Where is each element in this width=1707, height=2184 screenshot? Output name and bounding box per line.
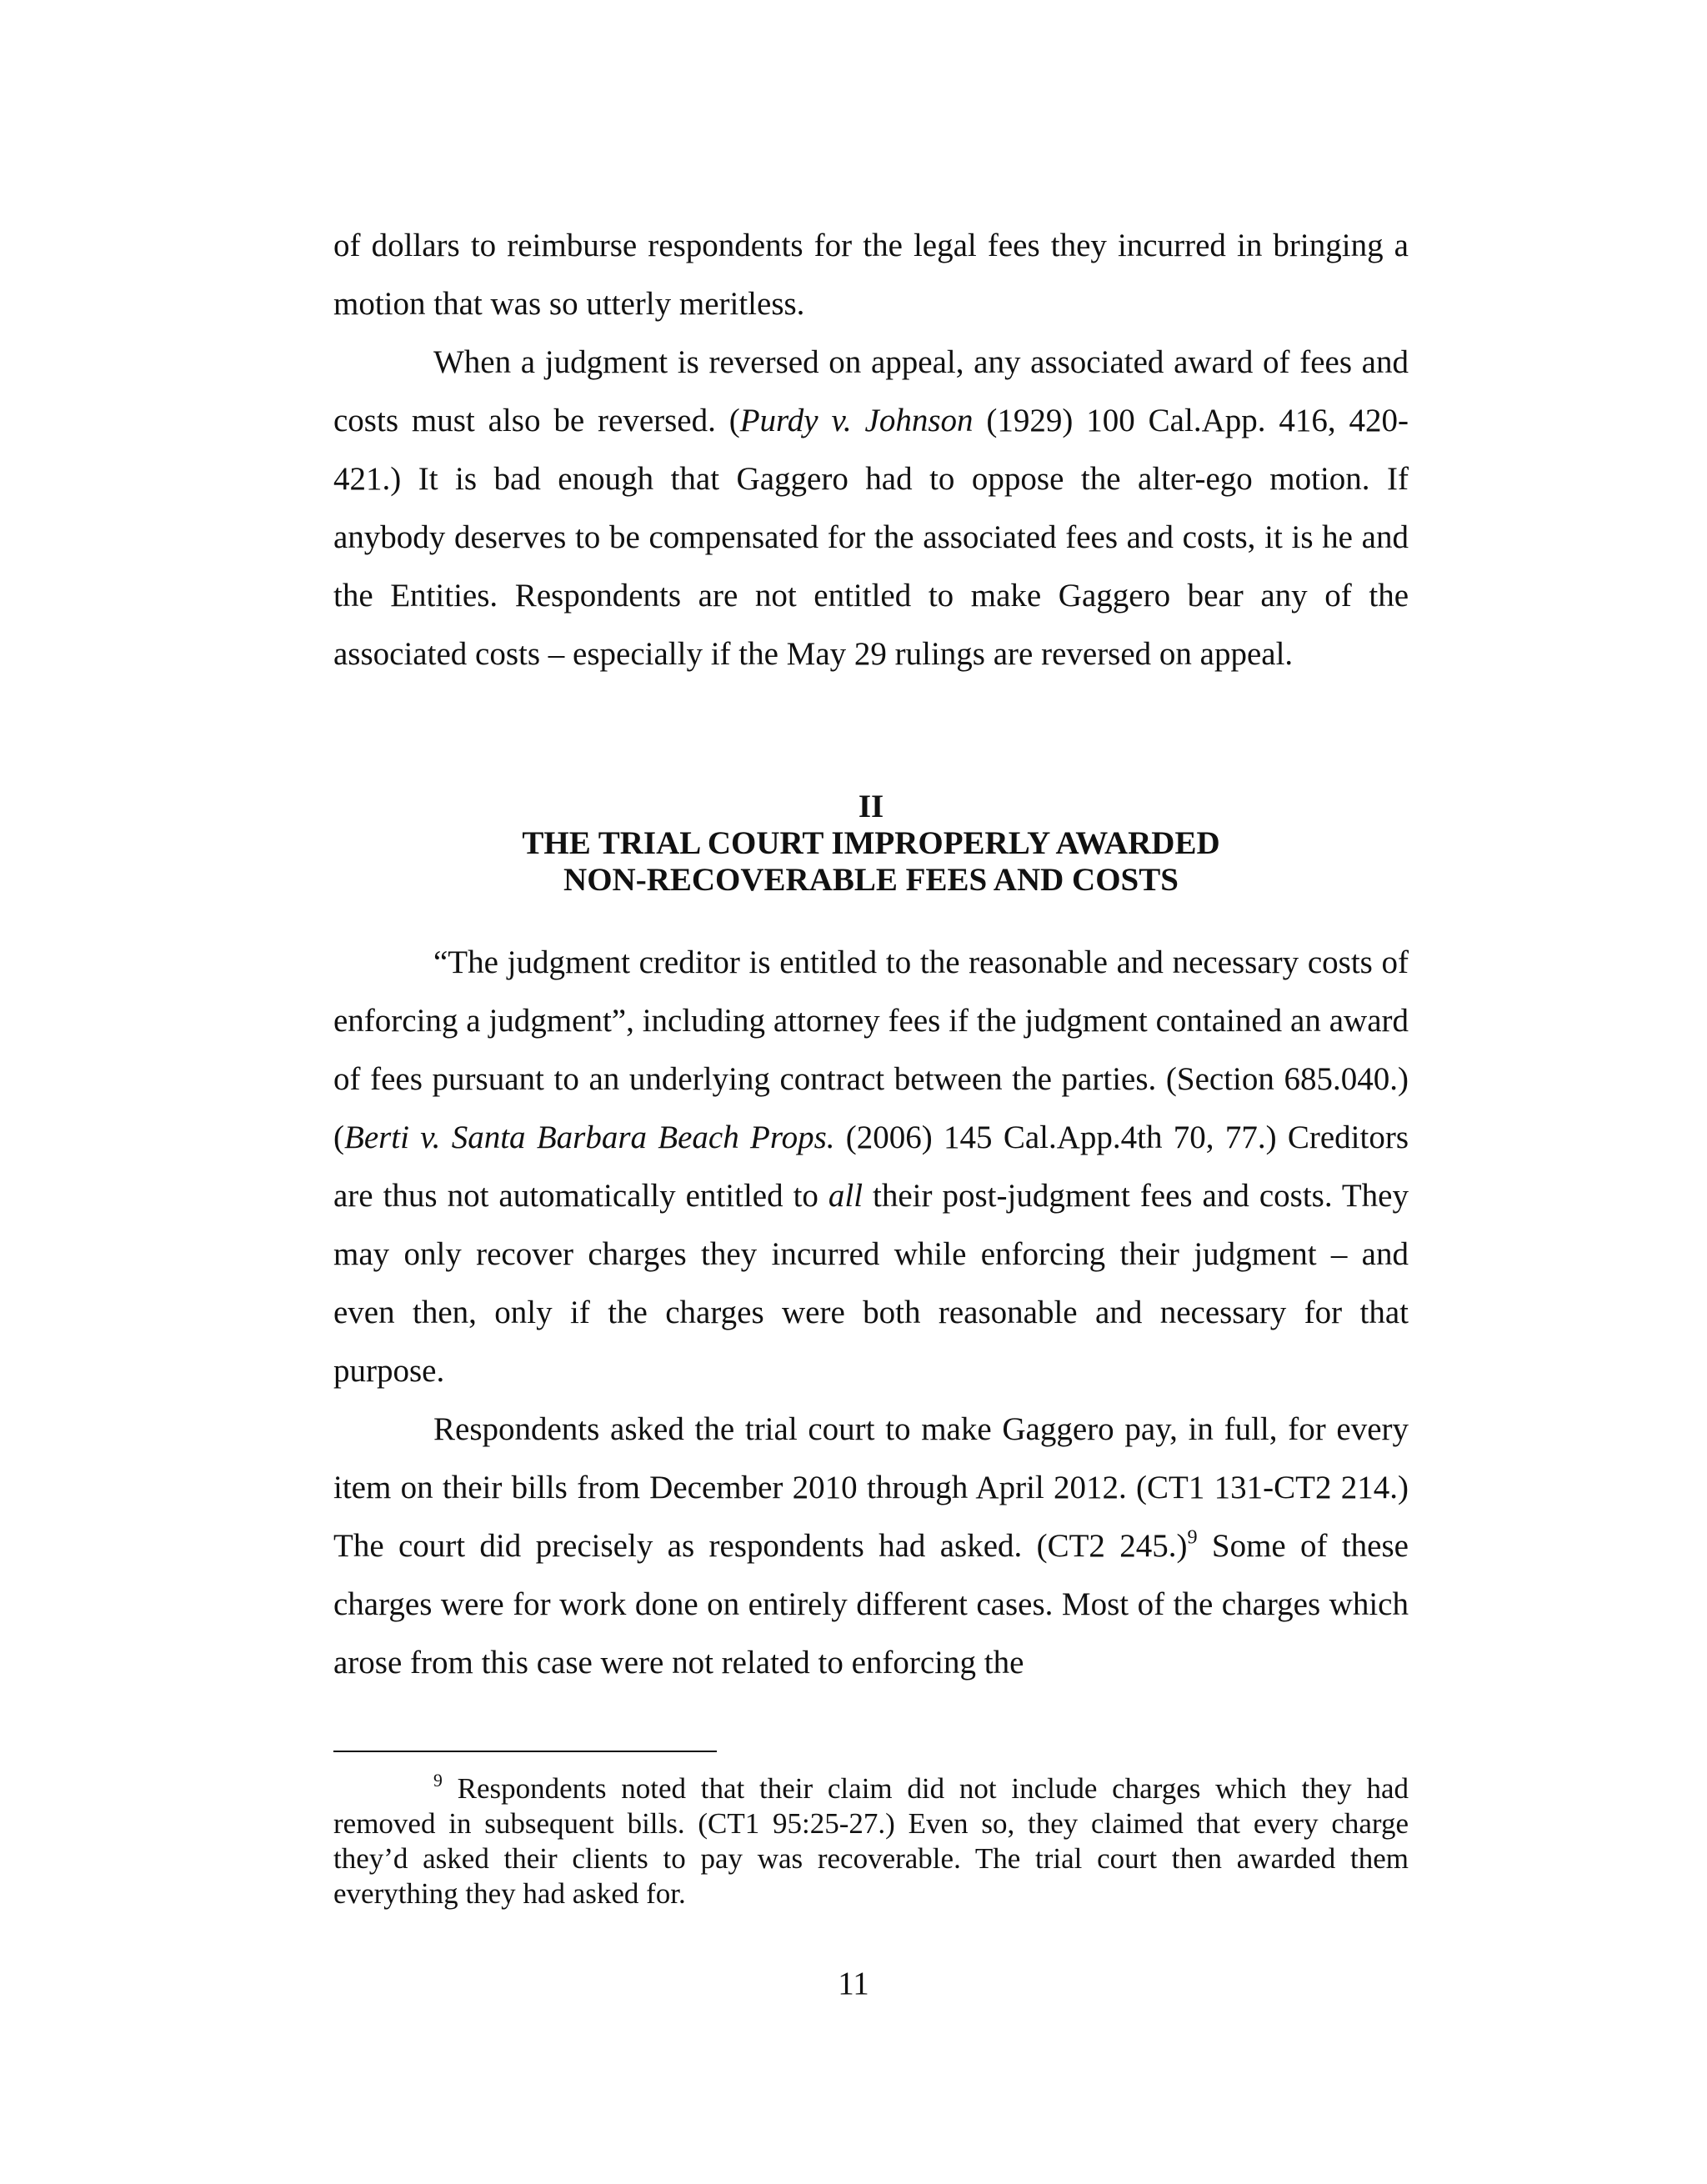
section-numeral: II [858, 789, 884, 824]
footnote-divider [333, 1751, 717, 1752]
page-number: 11 [838, 1966, 869, 2001]
paragraph-reversal [333, 333, 1409, 684]
section-title-line-2: NON-RECOVERABLE FEES AND COSTS [563, 862, 1179, 898]
paragraph-respondents [333, 1400, 1409, 1692]
paragraph-text-c: their post-judgment fees and costs. They may only recover charges they incurred while enforcing their judgment – and even then, only if the charges were both reasonable and necessary for that purpose. [333, 1178, 1409, 1389]
footnote-text: Respondents noted that their claim did not include charges which they had removed in subsequent bills. (CT1 95:25-27.) Even so, they claimed that every charge they’d asked their clients to pay was recoverable. The trial court then awarded them everything they had asked for. [333, 1772, 1409, 1910]
section-title-line-1: THE TRIAL COURT IMPROPERLY AWARDED [522, 825, 1220, 861]
paragraph-text-a: When a judgment is reversed on appeal, any associated award of fees and costs must also be reversed. ( [333, 344, 1409, 438]
paragraph-text-a: “The judgment creditor is entitled to the reasonable and necessary costs of enforcing a judgment”, including attorney fees if the judgment contained an award of fees pursuant to an underlying contract between the parties. (Section 685.040.) ( [333, 944, 1409, 1155]
paragraph-text-b: (2006) 145 Cal.App.4th 70, 77.) Creditors are thus not automatically entitled to [333, 1120, 1409, 1214]
paragraph-entitlement [333, 934, 1409, 1400]
paragraph-text-b: (1929) 100 Cal.App. 416, 420-421.) It is bad enough that Gaggero had to oppose the alter-ego motion. If anybody deserves to be compensated for the associated fees and costs, it is he and the Entities. Respondents are not entitled to make Gaggero bear any of the associated costs – especially if the May 29 rulings are reversed on appeal. [333, 403, 1409, 672]
paragraph-text-b: Some of these charges were for work done on entirely different cases. Most of the charges which arose from this case were not related to enforcing the [333, 1528, 1409, 1681]
paragraph-text-a: Respondents asked the trial court to make Gaggero pay, in full, for every item on their bills from December 2010 through April 2012. (CT1 131-CT2 214.) The court did precisely as respondents had asked. (CT2 245.) [333, 1411, 1409, 1564]
footnote-9 [333, 1771, 1409, 1911]
footnote-marker: 9 [433, 1770, 443, 1791]
paragraph-text: of dollars to reimburse respondents for the legal fees they incurred in bringing a motion that was so utterly meritless. [333, 228, 1409, 322]
paragraph-continuation [333, 217, 1409, 333]
footnote-reference: 9 [1187, 1525, 1198, 1549]
case-citation-berti: Berti v. Santa Barbara Beach Props. [344, 1120, 835, 1155]
emphasis-all: all [828, 1178, 864, 1214]
case-citation-purdy: Purdy v. Johnson [739, 403, 974, 438]
section-heading [333, 789, 1409, 899]
